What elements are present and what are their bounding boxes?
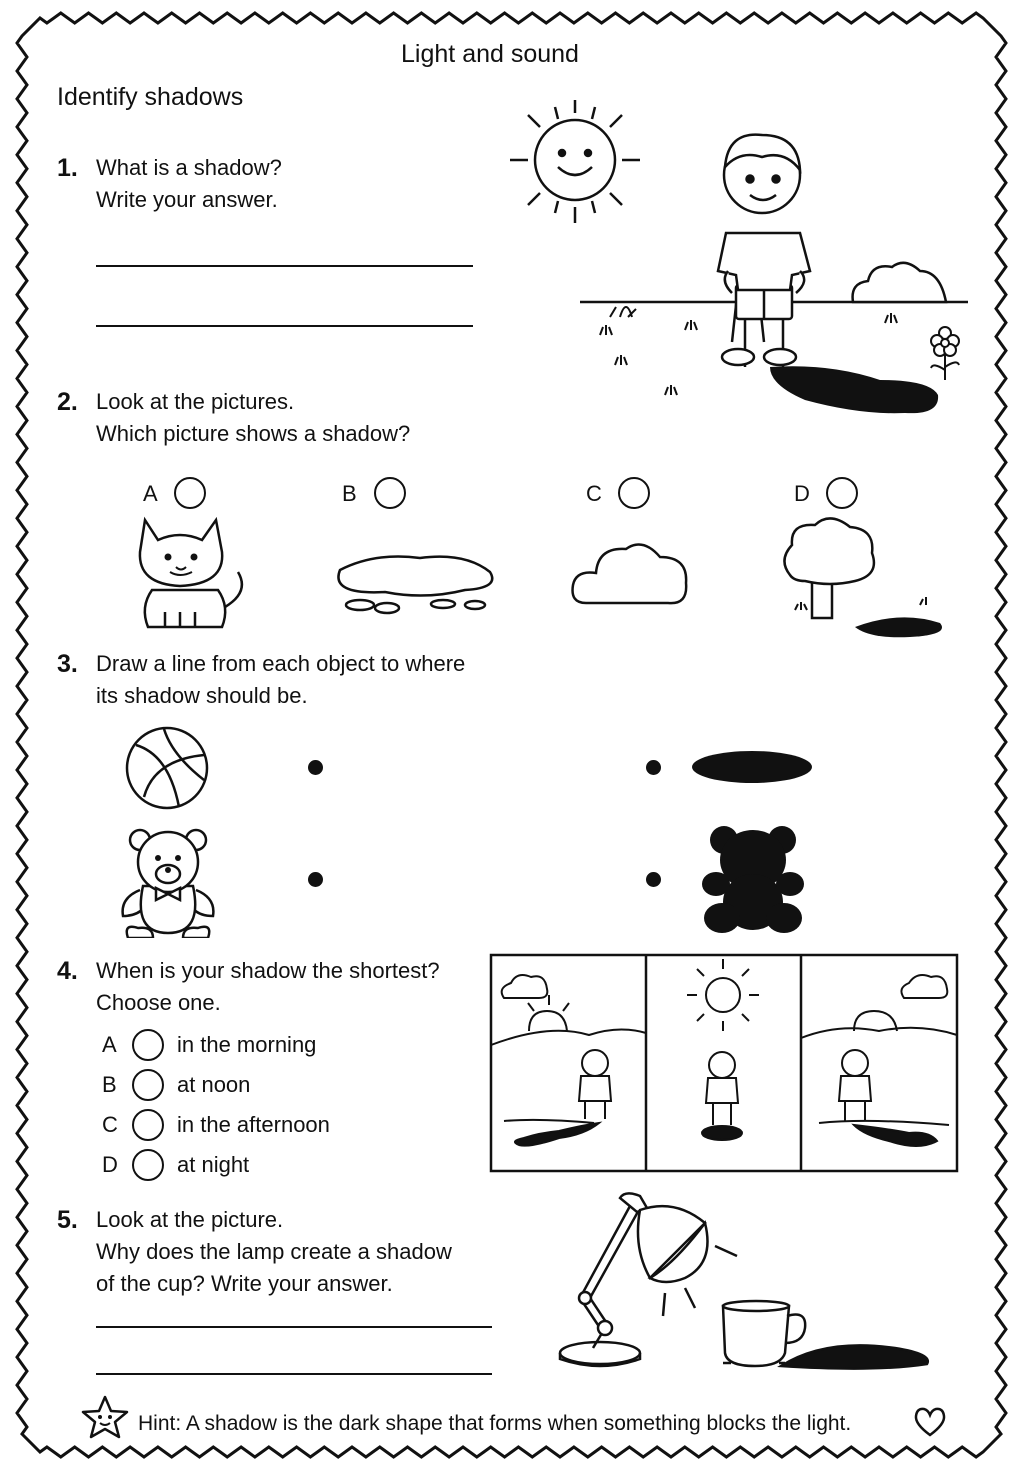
question-5-question-line-1: Why does the lamp create a shadow [96, 1239, 452, 1264]
q4-option-c-label: in the afternoon [177, 1112, 330, 1137]
boy-in-sun-illustration [500, 95, 980, 425]
heart-icon [913, 1406, 947, 1438]
afternoon-panel [801, 975, 957, 1146]
q4-option-d-radio[interactable] [132, 1149, 164, 1181]
q4-option-a-letter: A [102, 1032, 117, 1057]
question-1-number: 1. [57, 154, 78, 182]
question-5-number: 5. [57, 1206, 78, 1234]
beach-ball-icon [124, 725, 210, 811]
question-3-number: 3. [57, 650, 78, 678]
oval-shadow-icon [690, 748, 815, 786]
option-c-letter: C [586, 481, 602, 506]
cat-icon [130, 512, 250, 637]
question-1-answer-line-1[interactable] [96, 265, 473, 267]
question-1-instruction: Write your answer. [96, 187, 278, 212]
question-4-number: 4. [57, 957, 78, 985]
question-5-answer-line-2[interactable] [96, 1373, 492, 1375]
teddy-bear-shadow-icon [702, 826, 804, 934]
question-2-text: Look at the pictures. [96, 389, 295, 414]
q4-option-a-label: in the morning [177, 1032, 317, 1057]
option-d-radio[interactable] [826, 477, 858, 509]
q4-option-c-radio[interactable] [132, 1109, 164, 1141]
question-1-text: What is a shadow? [96, 155, 282, 180]
q4-option-a-radio[interactable] [132, 1029, 164, 1061]
question-1-answer-line-2[interactable] [96, 325, 473, 327]
option-c-radio[interactable] [618, 477, 650, 509]
q4-option-c-letter: C [102, 1112, 118, 1137]
morning-panel [491, 975, 646, 1146]
puddle-icon [325, 550, 500, 620]
lamp-and-cup-illustration [555, 1188, 945, 1373]
cloud-icon [568, 535, 693, 610]
q4-option-b-label: at noon [177, 1072, 251, 1097]
option-d-letter: D [794, 481, 810, 506]
oval-shadow-match-dot[interactable] [646, 760, 661, 775]
question-2-question: Which picture shows a shadow? [96, 421, 411, 446]
time-of-day-panels [489, 953, 959, 1173]
option-a-radio[interactable] [174, 477, 206, 509]
question-4-instruction: Choose one. [96, 990, 221, 1015]
section-heading: Identify shadows [57, 83, 244, 111]
question-2-number: 2. [57, 388, 78, 416]
tree-with-shadow-icon [780, 515, 955, 640]
bear-shadow-match-dot[interactable] [646, 872, 661, 887]
q4-option-d-letter: D [102, 1152, 118, 1177]
bear-match-dot[interactable] [308, 872, 323, 887]
teddy-bear-icon [118, 828, 218, 938]
q4-option-b-radio[interactable] [132, 1069, 164, 1101]
question-5-text: Look at the picture. [96, 1207, 284, 1232]
ball-match-dot[interactable] [308, 760, 323, 775]
boy-shadow [770, 366, 938, 413]
q4-option-b-letter: B [102, 1072, 117, 1097]
hint-text: Hint: A shadow is the dark shape that forms when something blocks the light. [138, 1412, 852, 1435]
option-b-radio[interactable] [374, 477, 406, 509]
noon-panel [687, 959, 759, 1140]
smiling-sun-icon [510, 100, 640, 223]
flower-icon [931, 327, 959, 380]
question-5-question-line-2: of the cup? Write your answer. [96, 1271, 393, 1296]
question-3-text: Draw a line from each object to where [96, 651, 466, 676]
page-title: Light and sound [401, 40, 579, 68]
question-4-text: When is your shadow the shortest? [96, 958, 440, 983]
option-a-letter: A [143, 481, 158, 506]
bush-icon [853, 263, 946, 302]
question-5-answer-line-1[interactable] [96, 1326, 492, 1328]
option-b-letter: B [342, 481, 357, 506]
q4-option-d-label: at night [177, 1152, 250, 1177]
star-icon [79, 1394, 131, 1440]
question-3-text-line-2: its shadow should be. [96, 683, 308, 708]
boy-figure [718, 135, 810, 367]
